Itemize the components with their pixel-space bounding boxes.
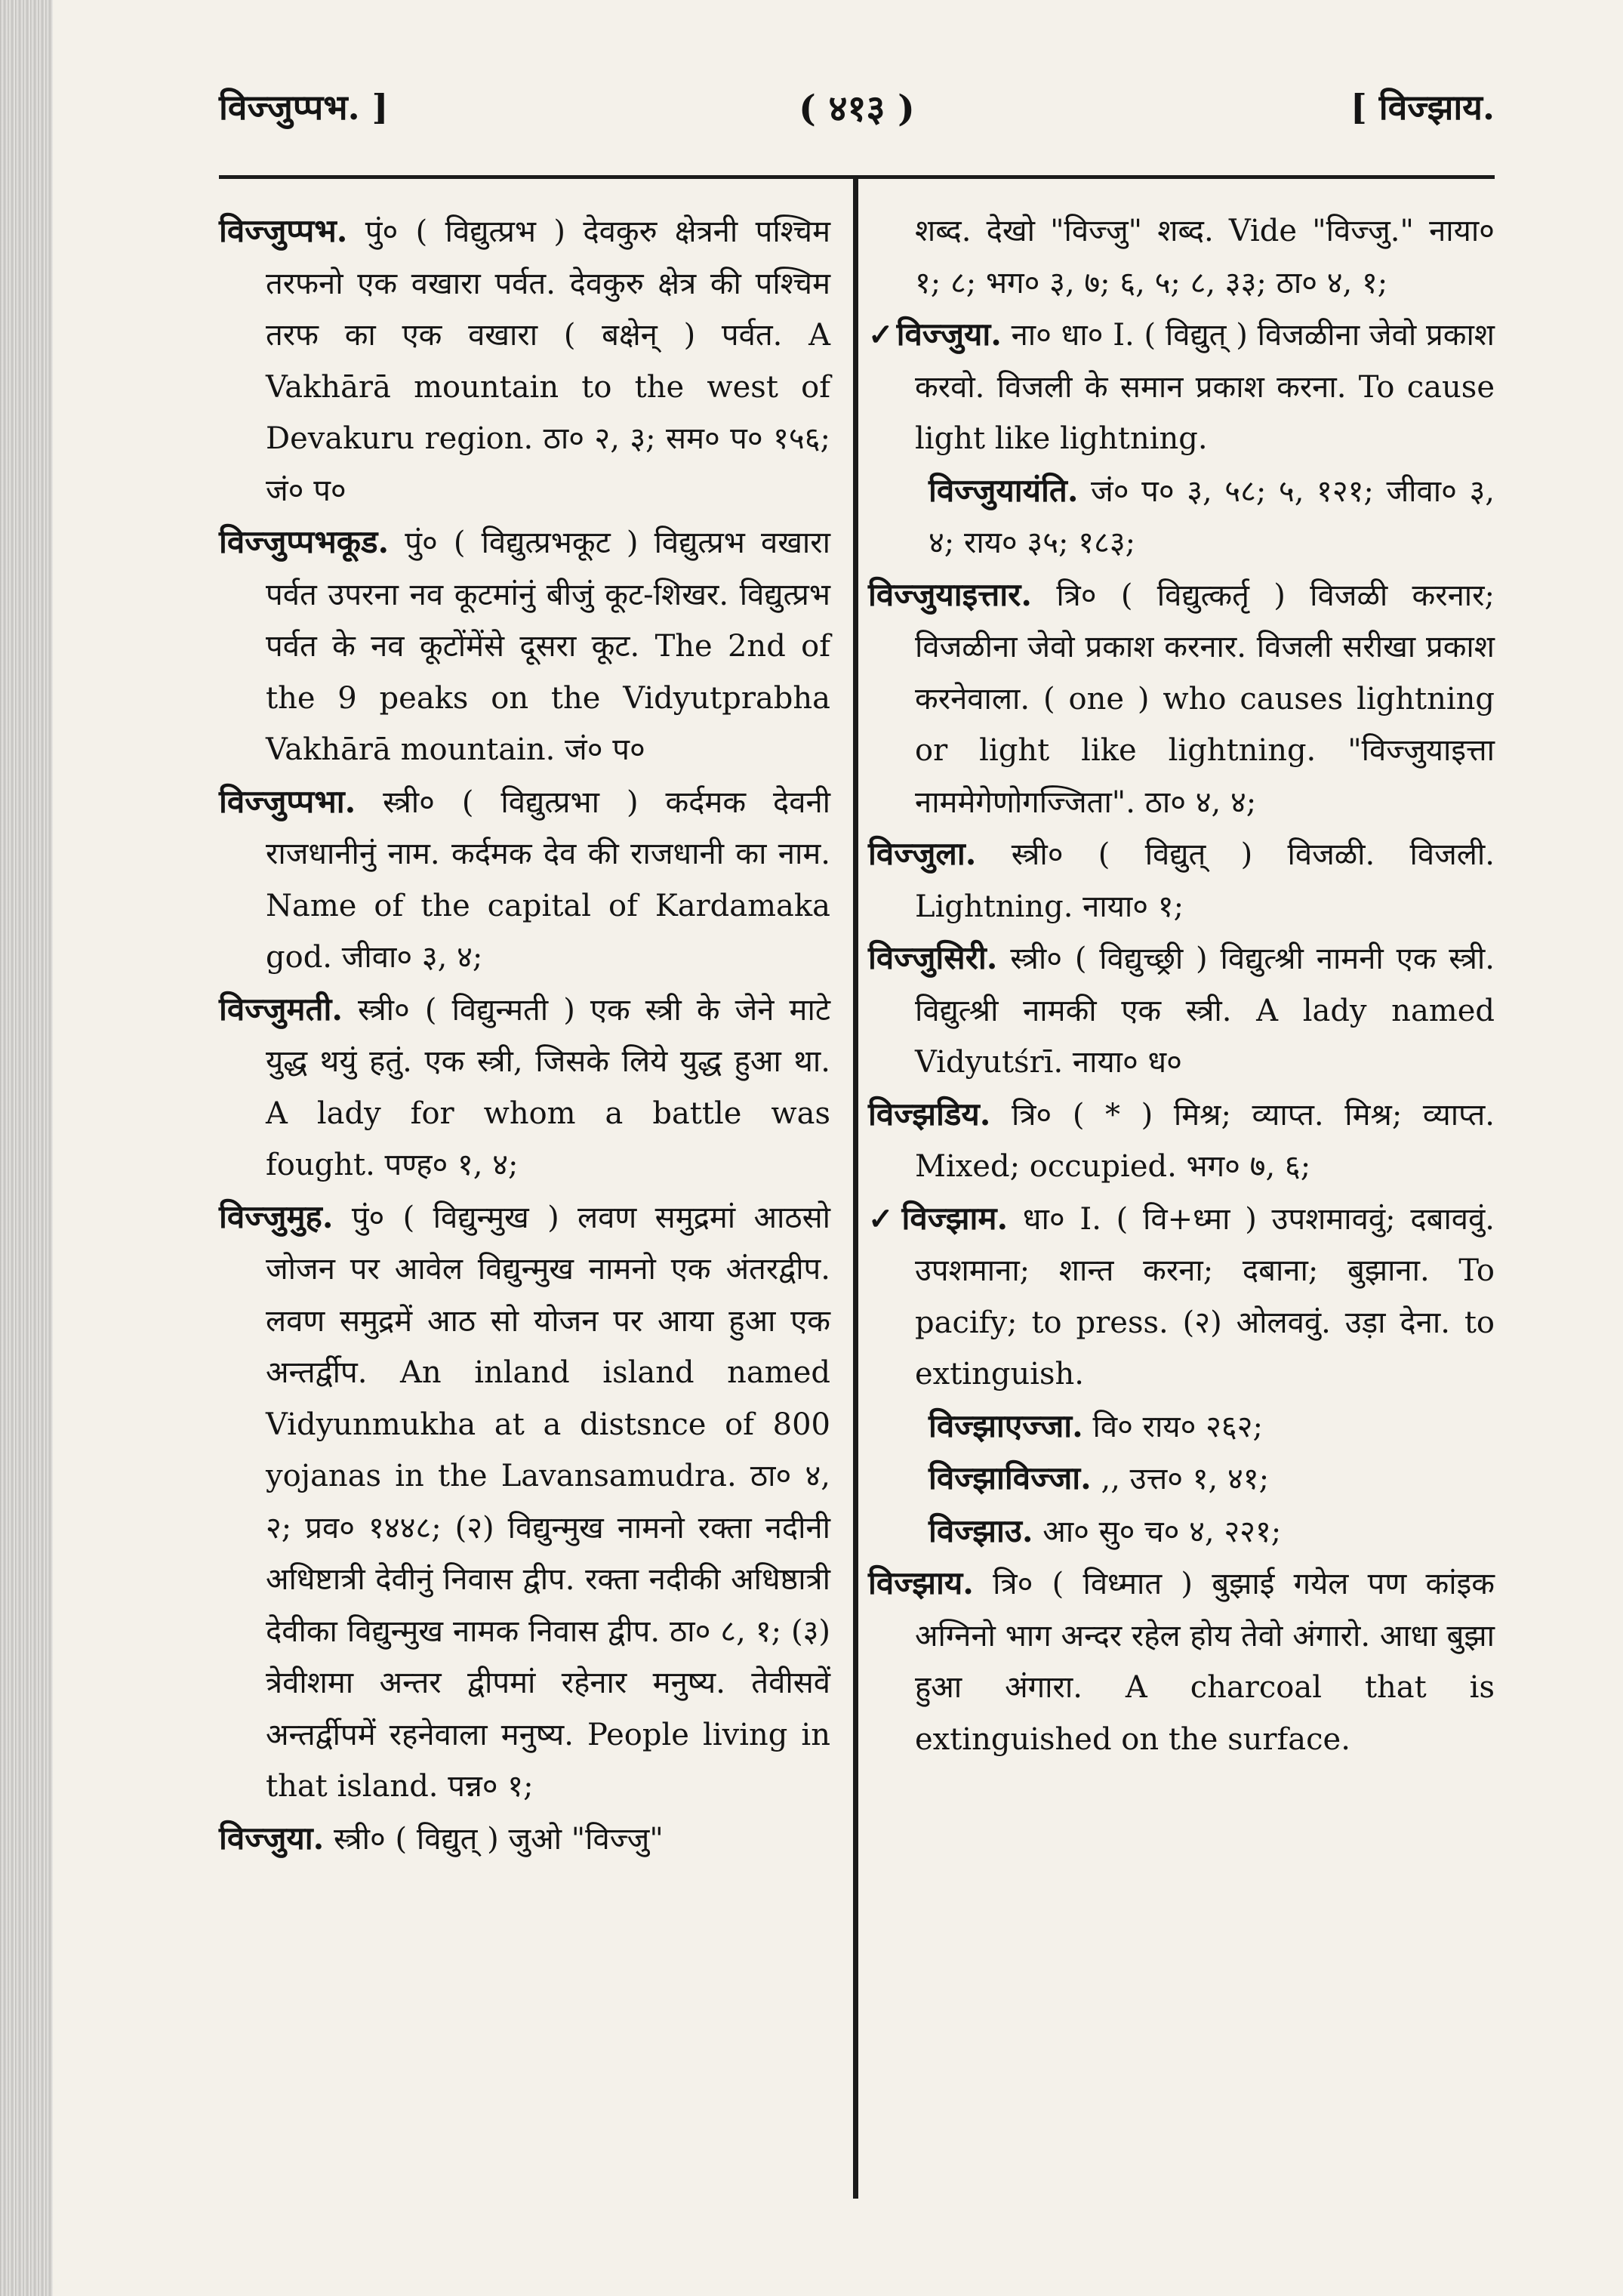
dictionary-entry [868, 309, 1495, 465]
entry-definition: पुं० ( विद्युत्प्रभ ) देवकुरु क्षेत्रनी पश्चिम तरफनो एक वखारा पर्वत. देवकुरु क्षेत्र की पश्चिम तरफ का एक वखारा ( बक्षेन् ) पर्वत. A Vakhārā mountain to the west of Devakuru region. ठा० २, ३; सम० प० १५६; जं० प० [266, 214, 831, 508]
entry-headword: विज्झाविज्जा. [929, 1459, 1092, 1496]
entry-definition: त्रि० ( * ) मिश्र; व्याप्त. मिश्र; व्याप्त. Mixed; occupied. भग० ७, ६; [915, 1097, 1495, 1184]
dictionary-entry [868, 1193, 1495, 1401]
scan-edge-shadow [0, 0, 53, 2296]
entry-definition: धा० I. ( वि+ध्मा ) उपशमाववुं; दबाववुं. उपशमाना; शान्त करना; दबाना; बुझाना. To pacify; to press. (२) ओलववुं. उड़ा देना. to extinguish. [915, 1201, 1495, 1391]
entry-headword: विज्जुया. [896, 316, 1002, 353]
dictionary-subentry [868, 1505, 1495, 1558]
right-column [868, 205, 1495, 1765]
entry-headword: विज्झाय. [868, 1564, 974, 1601]
dictionary-entry [868, 828, 1495, 932]
entry-definition: पुं० ( विद्युन्मुख ) लवण समुद्रमां आठसो जोजन पर आवेल विद्युन्मुख नामनो एक अंतरद्वीप. लवण समुद्रमें आठ सो योजन पर आया हुआ एक अन्तर्द्वीप. An inland island named Vidyunmukha at a distsnce of 800 yojanas in the Lavansamudra. ठा० ४, २; प्रव० १४४८; (२) विद्युन्मुख नामनो रक्ता नदीनी अधिष्टात्री देवीनुं निवास द्वीप. रक्ता नदीकी अधिष्ठात्री देवीका विद्युन्मुख नामक निवास द्वीप. ठा० ८, १; (३) त्रेवीशमा अन्तर द्वीपमां रहेनार मनुष्य. तेवीसवें अन्तर्द्वीपमें रहनेवाला मनुष्य. People living in that island. पन्न० १; [266, 1200, 830, 1804]
entry-definition: पुं० ( विद्युत्प्रभकूट ) विद्युत्प्रभ वखारा पर्वत उपरना नव कूटमांनुं बीजुं कूट-शिखर. विद्युत्प्रभ पर्वत के नव कूटोंमेंसे दूसरा कूट. The 2nd of the 9 peaks on the Vidyutprabha Vakhārā mountain. जं० प० [266, 525, 830, 767]
header-right-guideword: [ विज्झाय. [1350, 87, 1495, 128]
dictionary-entry [219, 1813, 830, 1866]
entry-definition: स्त्री० ( विद्युत्प्रभा ) कर्दमक देवनी राजधानीनुं नाम. कर्दमक देव की राजधानी का नाम. Name of the capital of Kardamaka god. जीवा० ३, ४; [266, 784, 831, 975]
entry-headword: विज्जुया. [219, 1819, 325, 1857]
column-divider [853, 175, 858, 2199]
dictionary-entry [868, 1558, 1495, 1765]
entry-definition: वि० राय० २६२; [1092, 1409, 1263, 1444]
entry-headword: विज्जुमती. [219, 990, 343, 1028]
entry-definition: स्त्री० ( विद्युत् ) जुओ "विज्जु" [334, 1821, 664, 1857]
dictionary-subentry [868, 1401, 1495, 1453]
dictionary-entry-continuation [868, 205, 1495, 309]
dictionary-entry [219, 984, 830, 1191]
dictionary-subentry [868, 1453, 1495, 1505]
dictionary-entry [219, 205, 830, 516]
entry-headword: विज्जुसिरी. [868, 939, 998, 976]
dictionary-entry [868, 569, 1495, 829]
dictionary-entry [219, 1191, 830, 1813]
entry-definition: स्त्री० ( विद्युन्मती ) एक स्त्री के जेने माटे युद्ध थयुं हतुं. एक स्त्री, जिसके लिये युद्ध हुआ था. A lady for whom a battle was fought. पण्ह० १, ४; [266, 992, 830, 1182]
check-mark-icon: ✓ [868, 317, 894, 353]
entry-definition: ना० धा० I. ( विद्युत् ) विजळीना जेवो प्रकाश करवो. विजली के समान प्रकाश करना. To cause light like lightning. [915, 318, 1495, 456]
entry-definition: स्त्री० ( विद्युत् ) विजळी. विजली. Lightning. नाया० १; [915, 837, 1495, 924]
entry-definition: स्त्री० ( विद्युच्छ्री ) विद्युत्श्री नामनी एक स्त्री. विद्युत्श्री नामकी एक स्त्री. A lady named Vidyutśrī. नाया० ध० [915, 942, 1495, 1080]
header-left-guideword: विज्जुप्पभ. ] [219, 87, 389, 128]
dictionary-entry [219, 776, 830, 984]
entry-headword: विज्जुमुह. [219, 1197, 334, 1235]
dictionary-subentry [868, 465, 1495, 569]
check-mark-icon: ✓ [868, 1200, 899, 1237]
dictionary-entry [868, 1089, 1495, 1193]
entry-definition: त्रि० ( विध्मात ) बुझाई गयेल पण कांइक अग्निनो भाग अन्दर रहेल होय तेवो अंगारो. आधा बुझा हुआ अंगारा. A charcoal that is extinguished on the surface. [915, 1567, 1495, 1757]
page-header [219, 76, 1495, 136]
entry-definition: आ० सु० च० ४, २२१; [1042, 1514, 1282, 1549]
entry-headword: विज्झडिय. [868, 1095, 991, 1133]
page-number: ( ४१३ ) [799, 88, 915, 130]
left-column [219, 205, 830, 1865]
entry-headword: विज्झाएज्जा. [929, 1407, 1083, 1444]
entry-definition: जं० प० ३, ५८; ५, १२१; जीवा० ३, ४; राय० ३५; १८३; [929, 473, 1495, 560]
dictionary-entry [219, 516, 830, 776]
entry-headword: विज्जुप्पभ. [219, 212, 348, 249]
entry-headword: विज्जुप्पभा. [219, 782, 356, 820]
entry-definition: त्रि० ( विद्युत्कर्तृ ) विजळी करनार; विजळीना जेवो प्रकाश करनार. विजली सरीखा प्रकाश करनेवाला. ( one ) who causes lightning or light like lightning. "विज्जुयाइत्ता नाममेगेणोगज्जिता". ठा० ४, ४; [915, 578, 1495, 820]
entry-headword: विज्जुयायंति. [929, 471, 1079, 509]
entry-headword: विज्जुला. [868, 835, 977, 872]
entry-definition: शब्द. देखो "विज्जु" शब्द. Vide "विज्जु." नाया० १; ८; भग० ३, ७; ६, ५; ८, ३३; ठा० ४, १; [915, 214, 1495, 300]
entry-headword: विज्जुयाइत्तार. [868, 575, 1032, 613]
entry-headword: विज्झाउ. [929, 1512, 1033, 1549]
entry-definition: ,, उत्त० १, ४१; [1101, 1462, 1270, 1496]
entry-headword: विज्झाम. [901, 1199, 1009, 1237]
entry-headword: विज्जुप्पभकूड. [219, 523, 390, 560]
dictionary-entry [868, 932, 1495, 1089]
